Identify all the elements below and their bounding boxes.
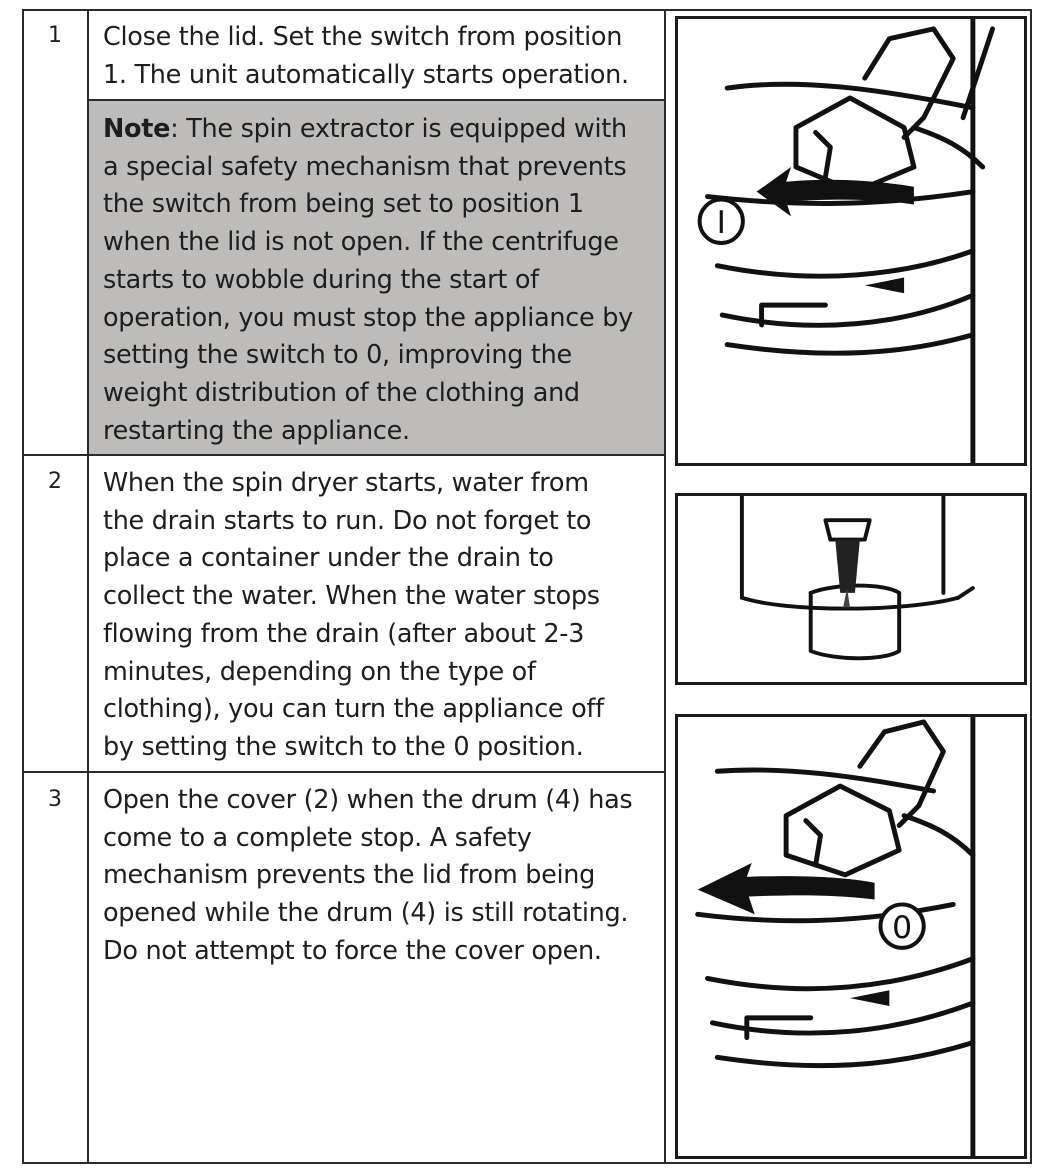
step-1-note [103,111,648,450]
step-3-text: Open the cover (2) when the drum (4) has come to a complete stop. A safety mechanism prevents the lid from being opened while the drum (4) is still rotating. Do not attempt to force the cover open. [103,785,633,966]
row-divider-1 [22,454,666,456]
step-1-line-1: Close the lid. Set the switch from position [103,22,623,52]
step-2-text: When the spin dryer starts, water from the drain starts to run. Do not forget to place a container under the drain to collect the water. When the water stops flowing from the drain (after about 2-3 minutes, depending on the type of clothing), you can turn the appliance off by setting the switch to the 0 position. [103,468,604,762]
step-1-text [103,19,655,94]
switch-on-illustration [675,16,1027,466]
switch-off-illustration [675,714,1027,1159]
row-divider-2 [22,771,666,773]
step-number-1: 1 [48,23,62,48]
switch-label-on: I [716,205,726,242]
switch-label-off: 0 [892,909,913,946]
column-divider-image [664,9,666,1164]
drain-container-illustration [675,493,1027,685]
step-1-line-2: 1. The unit automatically starts operation. [103,59,629,90]
note-text: : The spin extractor is equipped with a special safety mechanism that prevents the switch from being set to position 1 when the lid is not open. If the centrifuge starts to wobble during the start of operation, you must stop the appliance by setting the switch to 0, improving the weight distribution of the clothing and restarting the appliance. [103,114,633,446]
note-label: Note [103,114,171,144]
step-number-3: 3 [48,787,62,812]
step-number-2: 2 [48,469,62,494]
